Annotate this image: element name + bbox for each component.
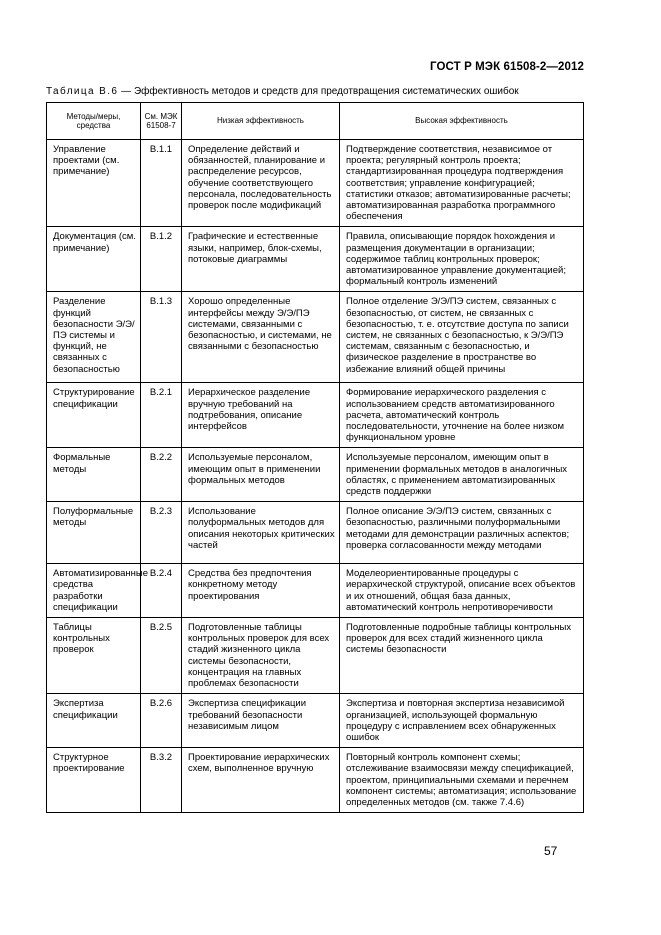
- low-cell: Иерархическое разделение вручную требований на подтребования, описание интерфейсов: [182, 383, 340, 448]
- page-number: 57: [544, 844, 558, 858]
- method-cell: Структурное проектирование: [47, 748, 141, 813]
- table-header-row: [47, 103, 584, 140]
- method-cell: Полуформальные методы: [47, 502, 141, 564]
- standard-designation: ГОСТ Р МЭК 61508-2—2012: [430, 61, 584, 73]
- high-cell: Подготовленные подробные таблицы контрольных проверок для всех стадий жизненного цикла системы безопасности: [340, 618, 584, 694]
- method-cell: Экспертиза спецификации: [47, 694, 141, 748]
- ref-cell: B.2.6: [141, 694, 182, 748]
- high-cell: Полное отделение Э/Э/ПЭ систем, связанных с безопасностью, от систем, не связанных с безопасностью, т. е. отсутствие доступа по записи систем, не связанных с безопасностью, к Э/Э/ПЭ системам, связанным с безопасностью, и физическое разделение в пространстве во избежание влияний общей причины: [340, 292, 584, 383]
- header-high: Высокая эффективность: [340, 103, 584, 140]
- ref-cell: B.2.2: [141, 448, 182, 502]
- method-cell: Формальные методы: [47, 448, 141, 502]
- method-cell: Документация (см. примечание): [47, 227, 141, 292]
- ref-cell: B.2.4: [141, 564, 182, 618]
- table-row: [47, 383, 584, 448]
- ref-cell: B.3.2: [141, 748, 182, 813]
- table-caption: [46, 86, 519, 97]
- ref-cell: B.2.1: [141, 383, 182, 448]
- high-cell: Формирование иерархического разделения с использованием средств автоматизированного расчета, автоматический контроль последовательности, уточнение на более низком функциональном уровне: [340, 383, 584, 448]
- low-cell: Определение действий и обязанностей, планирование и распределение ресурсов, обучение соответствующего персонала, последовательность проверок после модификаций: [182, 140, 340, 227]
- table-row: [47, 502, 584, 564]
- table-row: [47, 748, 584, 813]
- caption-prefix: Таблица В.6: [46, 86, 119, 97]
- ref-cell: B.1.1: [141, 140, 182, 227]
- high-cell: Подтверждение соответствия, независимое от проекта; регулярный контроль проекта; стандартизированная процедура подтверждения соответствия; управление конфигурацией; статистики отказов; автоматизированные расчеты; автоматизированная разработка программного обеспечения: [340, 140, 584, 227]
- method-cell: Структурирование спецификации: [47, 383, 141, 448]
- low-cell: Хорошо определенные интерфейсы между Э/Э/ПЭ системами, связанными с безопасностью, и системами, не связанными с безопасностью: [182, 292, 340, 383]
- low-cell: Подготовленные таблицы контрольных проверок для всех стадий жизненного цикла системы безопасности, концентрация на главных проблемах безопасности: [182, 618, 340, 694]
- method-cell: Разделение функций безопасности Э/Э/ПЭ системы и функций, не связанных с безопасностью: [47, 292, 141, 383]
- table-row: [47, 292, 584, 383]
- method-cell: Управление проектами (см. примечание): [47, 140, 141, 227]
- low-cell: Экспертиза спецификации требований безопасности независимым лицом: [182, 694, 340, 748]
- method-cell: Таблицы контрольных проверок: [47, 618, 141, 694]
- high-cell: Моделеориентированные процедуры с иерархической структурой, описание всех объектов и их отношений, общая база данных, автоматический контроль непротиворечивости: [340, 564, 584, 618]
- header-low: Низкая эффективность: [182, 103, 340, 140]
- high-cell: Полное описание Э/Э/ПЭ систем, связанных с безопасностью, различными полуформальными методами для демонстрации различных аспектов; проверка согласованности между методами: [340, 502, 584, 564]
- table-row: [47, 227, 584, 292]
- ref-cell: B.2.3: [141, 502, 182, 564]
- table-row: [47, 618, 584, 694]
- caption-text: — Эффективность методов и средств для предотвращения систематических ошибок: [118, 86, 519, 97]
- high-cell: Правила, описывающие порядок hохождения и размещения документации в организации; содержимое таблиц контрольных проверок; автоматизированное управление документацией; формальный контроль изменений: [340, 227, 584, 292]
- low-cell: Графические и естественные языки, например, блок-схемы, потоковые диаграммы: [182, 227, 340, 292]
- ref-cell: B.2.5: [141, 618, 182, 694]
- high-cell: Повторный контроль компонент схемы; отслеживание взаимосвязи между спецификацией, проектом, принципиальными схемами и перечнем компонент системы; автоматизация; использование определенных методов (см. также 7.4.6): [340, 748, 584, 813]
- ref-cell: B.1.2: [141, 227, 182, 292]
- table-row: [47, 140, 584, 227]
- low-cell: Использование полуформальных методов для описания некоторых критических частей: [182, 502, 340, 564]
- low-cell: Используемые персоналом, имеющим опыт в применении формальных методов: [182, 448, 340, 502]
- effectiveness-table: [46, 102, 584, 813]
- table-row: [47, 448, 584, 502]
- header-methods: Методы/меры, средства: [47, 103, 141, 140]
- low-cell: Проектирование иерархических схем, выполненное вручную: [182, 748, 340, 813]
- high-cell: Используемые персоналом, имеющим опыт в применении формальных методов в аналогичных областях, с применением автоматизированных средств поддержки: [340, 448, 584, 502]
- table-row: [47, 694, 584, 748]
- ref-cell: B.1.3: [141, 292, 182, 383]
- high-cell: Экспертиза и повторная экспертиза независимой организацией, использующей формальную процедуру с исправлением всех обнаруженных ошибок: [340, 694, 584, 748]
- table-row: [47, 564, 584, 618]
- low-cell: Средства без предпочтения конкретному методу проектирования: [182, 564, 340, 618]
- header-ref: См. МЭК 61508-7: [141, 103, 182, 140]
- method-cell: Автоматизированные средства разработки спецификации: [47, 564, 141, 618]
